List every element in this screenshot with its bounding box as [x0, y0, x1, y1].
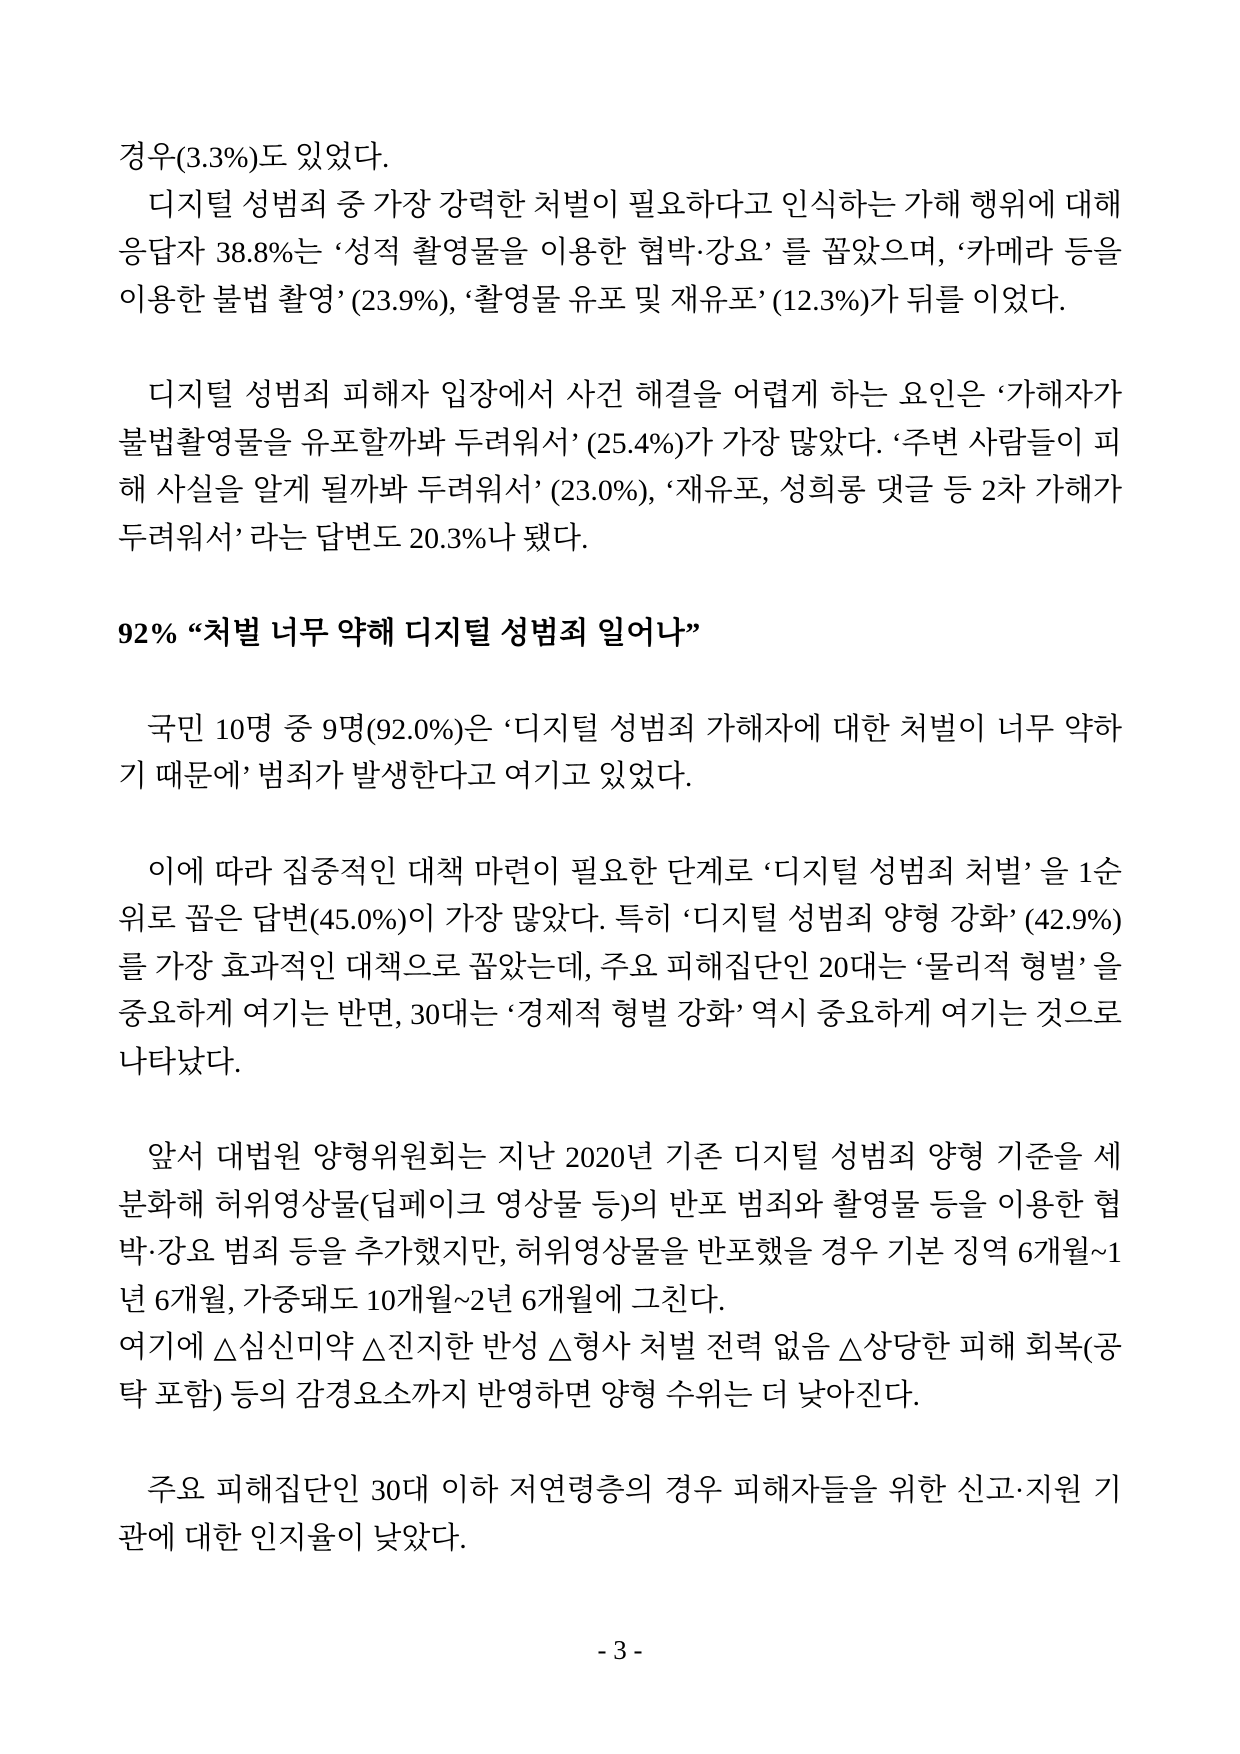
paragraph-countermeasures: 이에 따라 집중적인 대책 마련이 필요한 단계로 ‘디지털 성범죄 처벌’ 을 1순위로 꼽은 답변(45.0%)이 가장 많았다. 특히 ‘디지털 성범죄 양형 강화’ (42.9%)를 가장 효과적인 대책으로 꼽았는데, 주요 피해집단인 20대는 ‘물리적 형벌’ 을 중요하게 여기는 반면, 30대는 ‘경제적 형벌 강화’ 역시 중요하게 여기는 것으로 나타났다. — [118, 855, 1122, 1079]
page-number: - 3 - — [597, 1635, 643, 1665]
paragraph-strongest-punishment: 디지털 성범죄 중 가장 강력한 처벌이 필요하다고 인식하는 가해 행위에 대해 응답자 38.8%는 ‘성적 촬영물을 이용한 협박·강요’ 를 꼽았으며, ‘카메라 등을 이용한 불법 촬영’ (23.9%), ‘촬영물 유포 및 재유포’ (12.3%)가 뒤를 이었다. — [118, 188, 1122, 317]
paragraph-sentencing-commission: 앞서 대법원 양형위원회는 지난 2020년 기존 디지털 성범죄 양형 기준을 세분화해 허위영상물(딥페이크 영상물 등)의 반포 범죄와 촬영물 등을 이용한 협박·강요 범죄 등을 추가했지만, 허위영상물을 반포했을 경우 기본 징역 6개월~1년 6개월, 가중돼도 10개월~2년 6개월에 그친다. — [118, 1141, 1122, 1317]
page-content — [118, 134, 1122, 1562]
paragraph-victim-factors: 디지털 성범죄 피해자 입장에서 사건 해결을 어렵게 하는 요인은 ‘가해자가 불법촬영물을 유포할까봐 두려워서’ (25.4%)가 가장 많았다. ‘주변 사람들이 피해 사실을 알게 될까봐 두려워서’ (23.0%), ‘재유포, 성희롱 댓글 등 2차 가해가 두려워서’ 라는 답변도 20.3%나 됐다. — [118, 379, 1122, 555]
paragraph-mitigating-factors: 여기에 △심신미약 △진지한 반성 △형사 처벌 전력 없음 △상당한 피해 회복(공탁 포함) 등의 감경요소까지 반영하면 양형 수위는 더 낮아진다. — [118, 1331, 1122, 1412]
page-footer — [0, 1632, 1240, 1668]
section-heading-92-percent: 92% “처벌 너무 약해 디지털 성범죄 일어나” — [118, 617, 701, 650]
paragraph-support-awareness: 주요 피해집단인 30대 이하 저연령층의 경우 피해자들을 위한 신고·지원 기관에 대한 인지율이 낮았다. — [118, 1474, 1122, 1555]
paragraph-public-perception: 국민 10명 중 9명(92.0%)은 ‘디지털 성범죄 가해자에 대한 처벌이 너무 약하기 때문에’ 범죄가 발생한다고 여기고 있었다. — [118, 712, 1122, 793]
paragraph-continuation: 경우(3.3%)도 있었다. — [118, 141, 390, 174]
